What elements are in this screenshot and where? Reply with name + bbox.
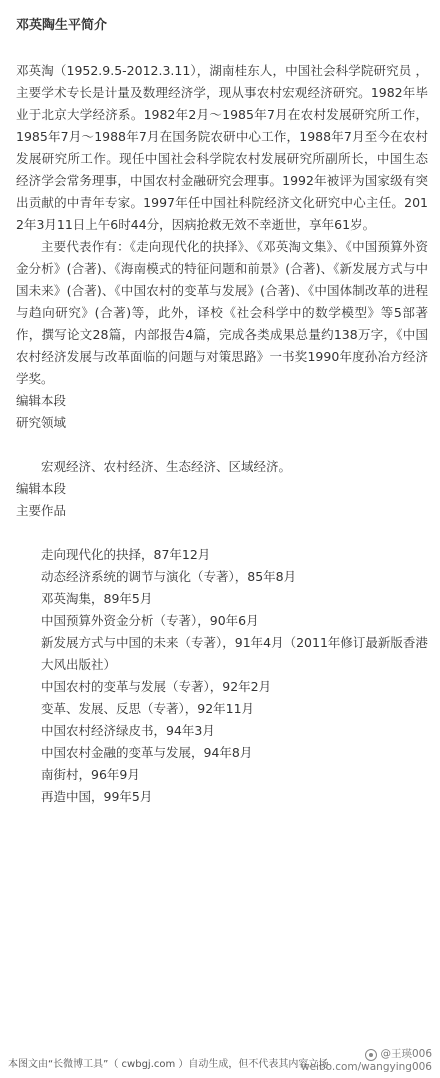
list-item: 新发展方式与中国的未来（专著），91年4月（2011年修订最新版香港大风出版社） bbox=[41, 635, 428, 672]
spacer bbox=[16, 434, 428, 456]
list-item: 南街村，96年9月 bbox=[41, 767, 140, 782]
section-heading-research: 研究领域 bbox=[16, 415, 67, 430]
list-item: 邓英淘集，89年5月 bbox=[41, 591, 153, 606]
watermark-handle: @王瑛006 bbox=[380, 1048, 432, 1060]
list-item: 走向现代化的抉择，87年12月 bbox=[41, 547, 211, 562]
works-list bbox=[16, 544, 428, 808]
generator-note: 本图文由“长微博工具”（ cwbgj.com ）自动生成，但不代表其内容立场 bbox=[8, 1059, 329, 1070]
document bbox=[16, 14, 428, 808]
representative-works-paragraph: 主要代表作有：《走向现代化的抉择》、《邓英淘文集》、《中国预算外资金分析》(合著)、《海南模式的特征问题和前景》(合著)、《新发展方式与中国未来》(合著)、《中国农村的变革与发展》(合著)、《中国体制改革的进程与趋向研究》(合著)等，此外，译校《社会科学中的数学模型》等5部著作，撰写论文28篇，内部报告4篇，完成各类成果总量约138万字，《中国农村经济发展与改革面临的问题与对策思路》一书奖1990年度孙冶方经济学奖。 bbox=[16, 239, 428, 386]
edit-section-link[interactable]: 编辑本段 bbox=[16, 393, 67, 408]
list-item: 再造中国，99年5月 bbox=[41, 789, 153, 804]
page-title: 邓英陶生平简介 bbox=[16, 18, 108, 33]
footer bbox=[8, 1048, 432, 1074]
edit-section-link[interactable]: 编辑本段 bbox=[16, 481, 67, 496]
list-item: 中国农村的变革与发展（专著），92年2月 bbox=[41, 679, 272, 694]
spacer bbox=[16, 522, 428, 544]
watermark-url: weibo.com/wangying006 bbox=[300, 1061, 432, 1073]
weibo-logo-icon bbox=[365, 1049, 377, 1061]
list-item: 中国预算外资金分析（专著），90年6月 bbox=[41, 613, 259, 628]
list-item: 中国农村金融的变革与发展，94年8月 bbox=[41, 745, 253, 760]
research-fields: 宏观经济、农村经济、生态经济、区域经济。 bbox=[41, 459, 292, 474]
weibo-watermark bbox=[301, 1048, 432, 1074]
bio-paragraph: 邓英淘（1952.9.5-2012.3.11），湖南桂东人，中国社会科学院研究员 ，主要学术专长是计量及数理经济学，现从事农村宏观经济研究。1982年毕业于北京大学经济系。1982年2月～1985年7月在农村发展研究所工作，1985年7月～1988年7月在国务院农研中心工作，1988年7月至今在农村发展研究所工作。现任中国社会科学院农村发展研究所副所长，中国生态经济学会常务理事，中国农村金融研究会理事。1992年被评为国家级有突出贡献的中青年专家。1997年任中国社科院经济文化研究中心主任。2012年3月11日上午6时44分，因病抢救无效不幸逝世，享年61岁。 bbox=[16, 63, 428, 232]
list-item: 中国农村经济绿皮书，94年3月 bbox=[41, 723, 215, 738]
section-heading-works: 主要作品 bbox=[16, 503, 67, 518]
list-item: 变革、发展、反思（专著），92年11月 bbox=[41, 701, 255, 716]
list-item: 动态经济系统的调节与演化（专著），85年8月 bbox=[41, 569, 297, 584]
